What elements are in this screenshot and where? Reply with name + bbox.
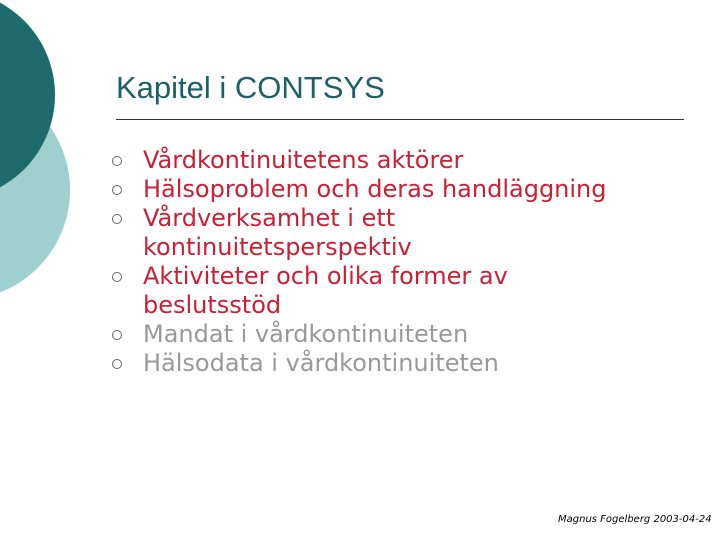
bullet-icon [112, 330, 122, 340]
bullet-item [112, 349, 632, 378]
bullet-text: Aktiviteter och olika former av beslutsstöd [143, 262, 508, 319]
decorative-circles [0, 0, 120, 300]
bullet-list [112, 146, 632, 378]
bullet-icon [112, 156, 122, 166]
bullet-item [112, 204, 632, 262]
bullet-item [112, 146, 632, 175]
bullet-text: Vårdkontinuitetens aktörer [143, 146, 464, 174]
slide-title: Kapitel i CONTSYS [116, 70, 385, 105]
bullet-item [112, 262, 632, 320]
bullet-item [112, 175, 632, 204]
bullet-item [112, 320, 632, 349]
footer-author-date: Magnus Fogelberg 2003-04-24 [558, 514, 712, 525]
bullet-text: Vårdverksamhet i ett kontinuitetsperspektiv [143, 204, 412, 261]
bullet-icon [112, 272, 122, 282]
bullet-text: Hälsoproblem och deras handläggning [143, 175, 607, 203]
bullet-icon [112, 359, 122, 369]
bullet-icon [112, 185, 122, 195]
bullet-icon [112, 214, 122, 224]
bullet-text: Mandat i vårdkontinuiteten [143, 320, 469, 348]
title-divider [116, 119, 684, 120]
bullet-text: Hälsodata i vårdkontinuiteten [143, 349, 499, 377]
